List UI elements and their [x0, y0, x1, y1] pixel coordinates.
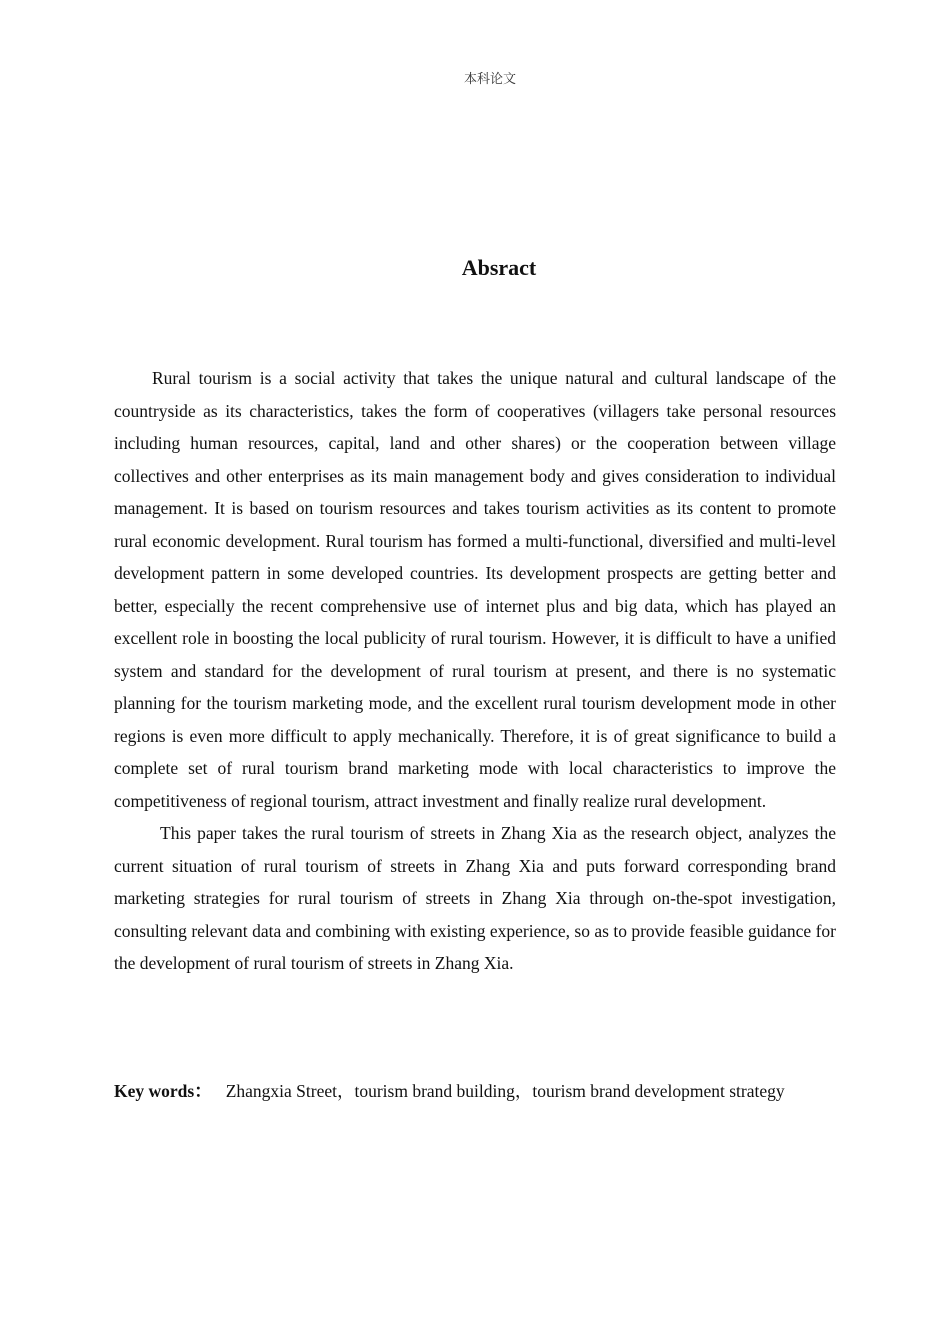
keywords-label: Key words：	[114, 1081, 212, 1101]
abstract-paragraph-2: This paper takes the rural tourism of streets in Zhang Xia as the research object, analyzes the current situation of rural tourism of streets in Zhang Xia and puts forward corresponding brand marketing strategies for rural tourism of streets in Zhang Xia through on-the-spot investigation, consulting relevant data and combining with existing experience, so as to provide feasible guidance for the development of rural tourism of streets in Zhang Xia.	[114, 823, 836, 973]
abstract-body	[114, 362, 836, 980]
abstract-paragraph-1: Rural tourism is a social activity that takes the unique natural and cultural landscape of the countryside as its characteristics, takes the form of cooperatives (villagers take personal resources including human resources, capital, land and other shares) or the cooperation between village collectives and other enterprises as its main management body and gives consideration to individual management. It is based on tourism resources and takes tourism activities as its content to promote rural economic development. Rural tourism has formed a multi-functional, diversified and multi-level development pattern in some developed countries. Its development prospects are getting better and better, especially the recent comprehensive use of internet plus and big data, which has played an excellent role in boosting the local publicity of rural tourism. However, it is difficult to have a unified system and standard for the development of rural tourism at present, and there is no systematic planning for the tourism marketing mode, and the excellent rural tourism development mode in other regions is even more difficult to apply mechanically. Therefore, it is of great significance to build a complete set of rural tourism brand marketing mode with local characteristics to improve the competitiveness of regional tourism, attract investment and finally realize rural development.	[114, 368, 836, 811]
page-title: Absract	[461, 255, 537, 280]
running-header: 本科论文	[463, 72, 516, 87]
keywords-value: Zhangxia Street，tourism brand building，tourism brand development strategy	[225, 1081, 785, 1101]
keywords-section	[114, 1075, 814, 1108]
